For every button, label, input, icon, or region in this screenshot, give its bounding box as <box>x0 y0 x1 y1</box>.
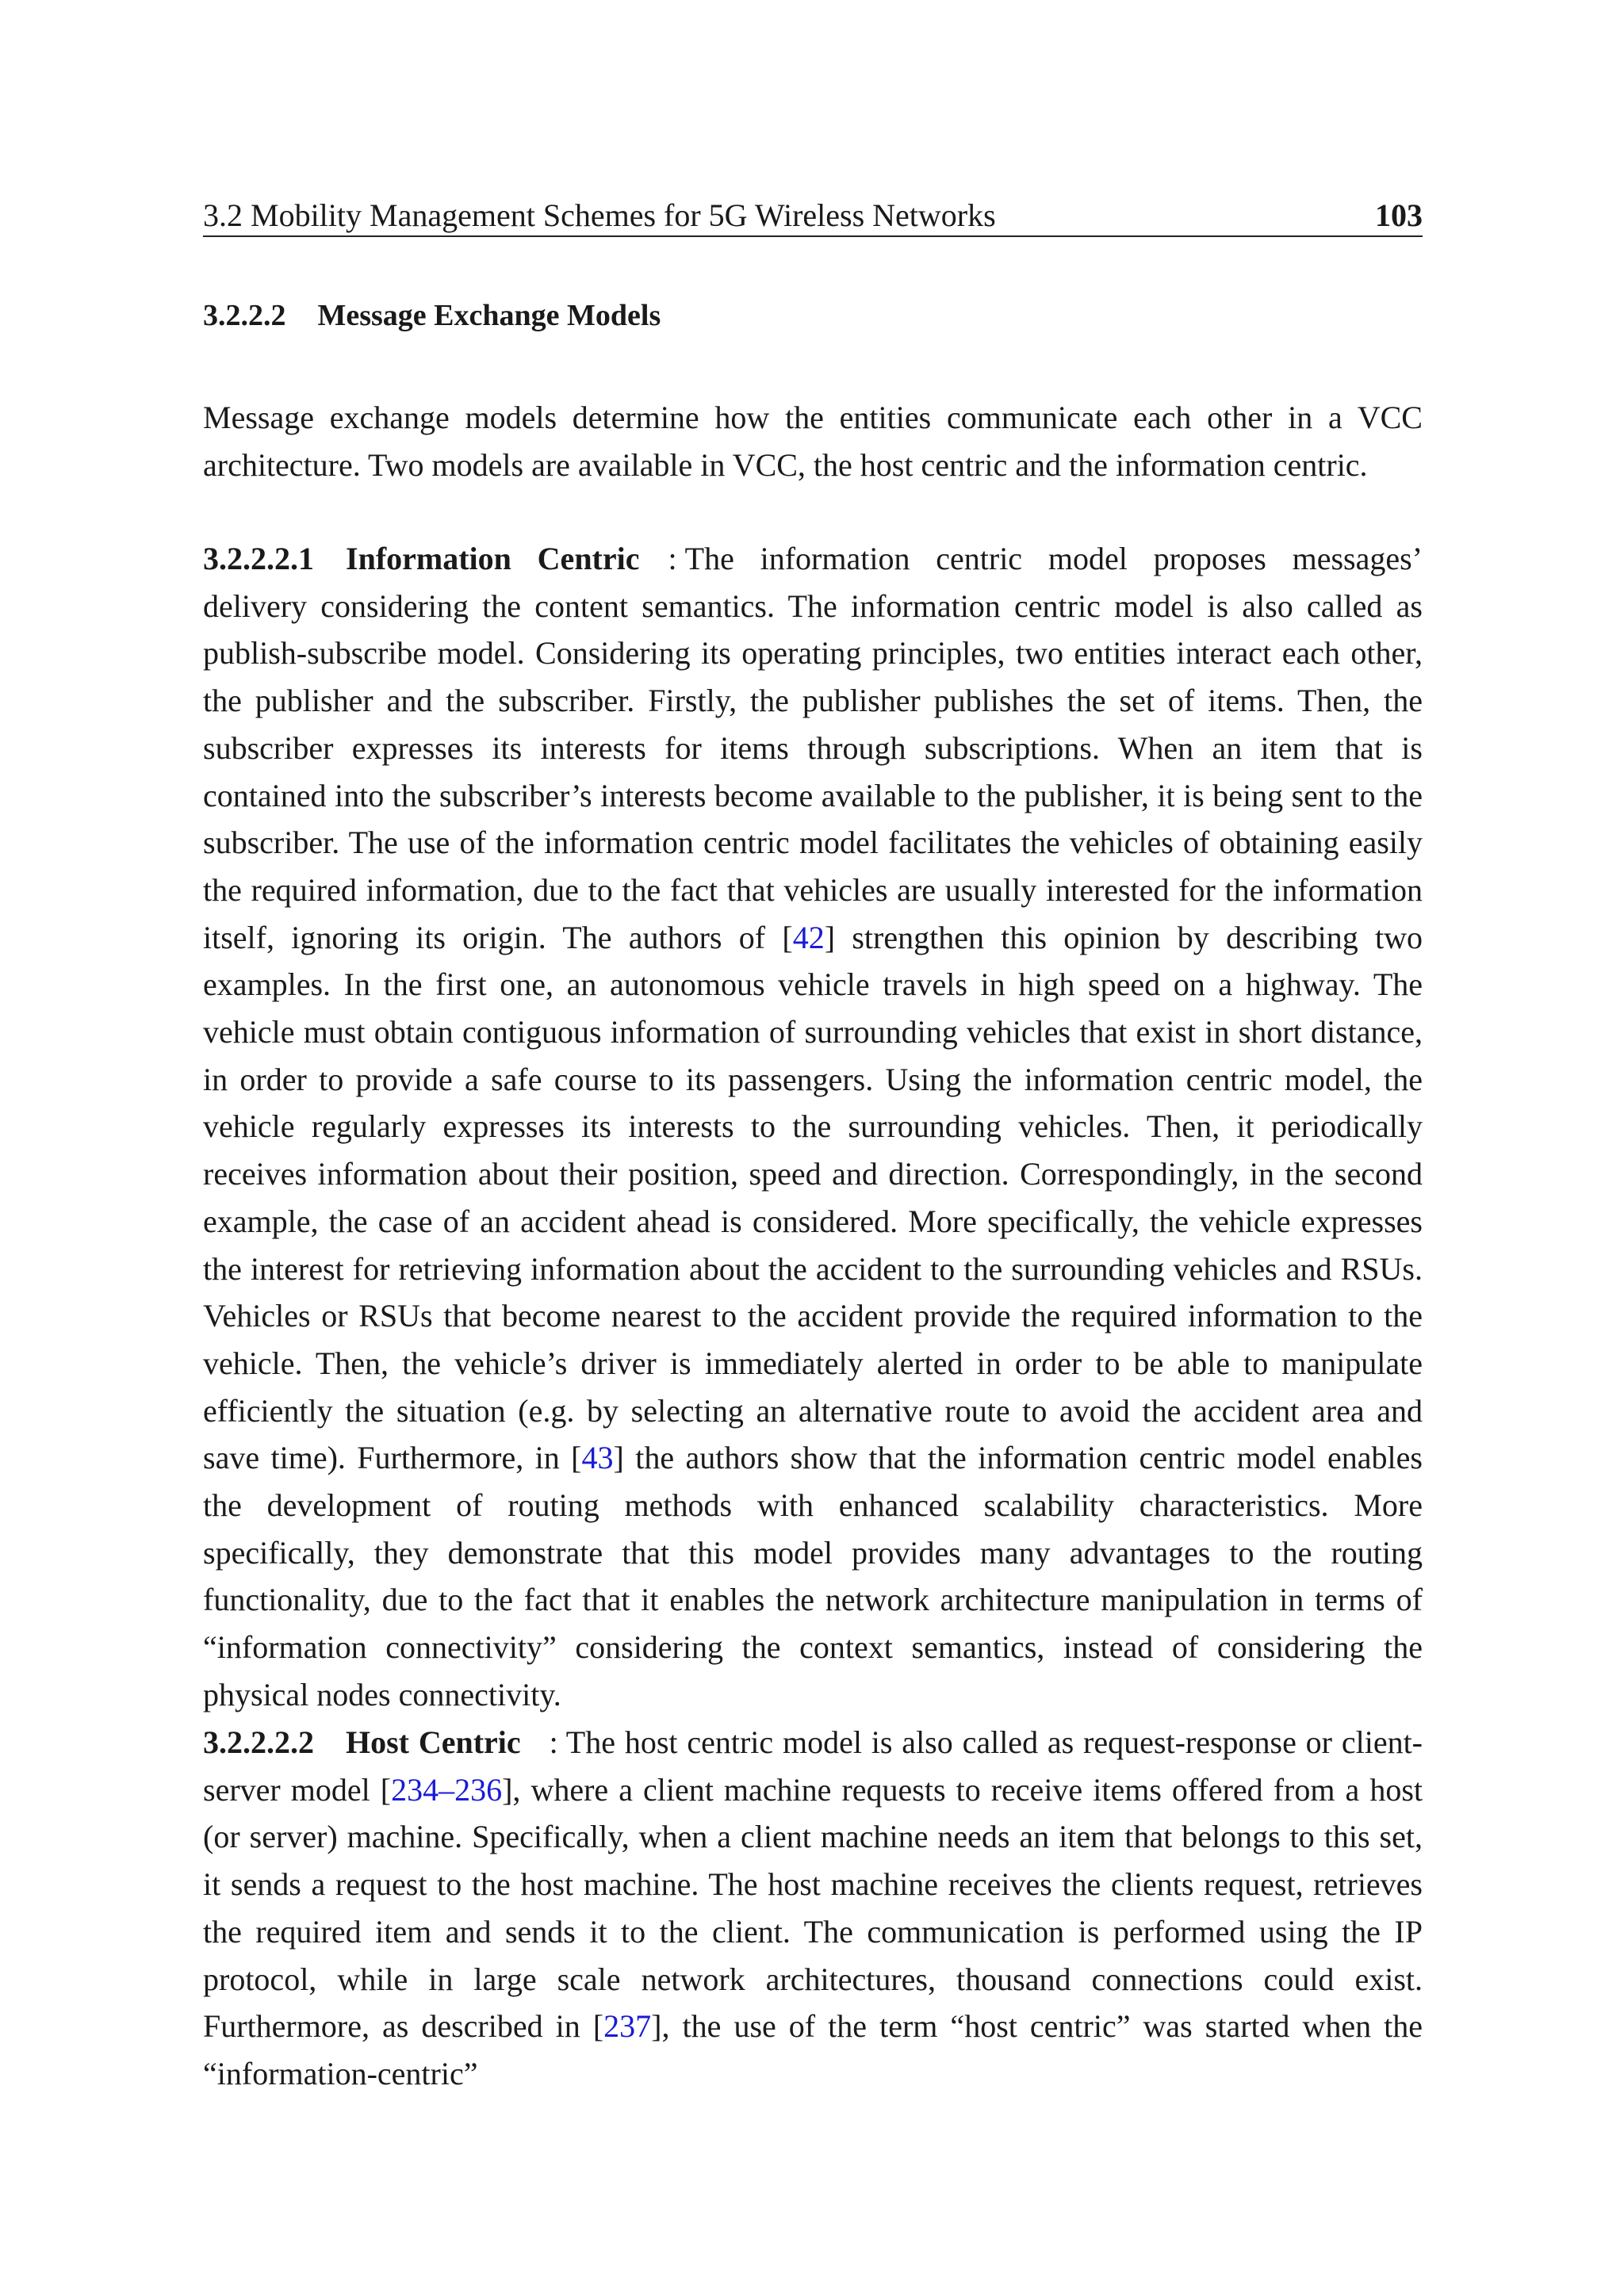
citation-link[interactable]: 237 <box>603 2008 652 2045</box>
host-centric-heading <box>203 1724 566 1760</box>
citation-link[interactable]: 234 <box>391 1771 439 1808</box>
host-centric-paragraph <box>203 1719 1423 2098</box>
paragraph-text: ] strengthen this opinion by describing two examples. In the first one, an autonomous vehicle travels in high speed on a highway. The vehicle must obtain contiguous information of surrounding vehicles that exist in short distance, in order to provide a safe course to its passengers. Using the information centric model, the vehicle regularly expresses its interests to the surrounding vehicles. Then, it periodically receives information about their position, speed and direction. Correspondingly, in the second example, the case of an accident ahead is considered. More specifically, the vehicle expresses the interest for retrieving information about the accident to the surrounding vehicles and RSUs. Vehicles or RSUs that become nearest to the accident provide the required information to the vehicle. Then, the vehicle’s driver is immediately alerted in order to be able to manipulate efficiently the situation (e.g. by selecting an alternative route to avoid the accident area and save time). Furthermore, in [ <box>203 919 1423 1476</box>
subsection-number: 3.2.2.2.1 <box>203 541 314 576</box>
information-centric-heading <box>203 541 685 576</box>
paragraph-text: ], where a client machine requests to receive items offered from a host (or server) machine. Specifically, when a client machine needs an item that belongs to this set, it sends a request to the host machine. The host machine receives the clients request, retrieves the required item and sends it to the client. The communication is performed using the IP protocol, while in large scale network architectures, thousand connections could exist. Furthermore, as described in [ <box>203 1771 1423 2045</box>
subsection-title: Information Centric <box>346 541 640 576</box>
subsection-title: Host Centric <box>346 1724 521 1760</box>
citation-link[interactable]: 236 <box>454 1771 503 1808</box>
citation-range-dash: – <box>439 1771 455 1808</box>
subsection-number: 3.2.2.2.2 <box>203 1724 314 1760</box>
paragraph-text: ] the authors show that the information centric model enables the development of routing methods with enhanced scalability characteristics. More specifically, they demonstrate that this model provides many advantages to the routing functionality, due to the fact that it enables the network architecture manipulation in terms of “information connectivity” considering the context semantics, instead of considering the physical nodes connectivity. <box>203 1440 1423 1712</box>
page <box>203 0 1423 2296</box>
information-centric-paragraph <box>203 535 1423 1719</box>
section-heading <box>203 293 661 338</box>
heading-separator: : <box>549 1724 558 1760</box>
running-title: 3.2 Mobility Management Schemes for 5G Wireless Networks <box>203 197 996 233</box>
running-header <box>203 196 1423 237</box>
paragraph-text: The information centric model proposes messages’ delivery considering the content semantics. The information centric model is also called as publish-subscribe model. Considering its operating principles, two entities interact each other, the publisher and the subscriber. Firstly, the publisher publishes the set of items. Then, the subscriber expresses its interests for items through subscriptions. When an item that is contained into the subscriber’s interests become available to the publisher, it is being sent to the subscriber. The use of the information centric model facilitates the vehicles of obtaining easily the required information, due to the fact that vehicles are usually interested for the information itself, ignoring its origin. The authors of [ <box>203 541 1423 955</box>
section-intro-paragraph: Message exchange models determine how the entities communicate each other in a VCC architecture. Two models are available in VCC, the host centric and the information centric. <box>203 400 1423 483</box>
paragraph-text: ], the use of the term “host centric” was started when the “information-centric” <box>203 2008 1423 2091</box>
section-title: Message Exchange Models <box>317 299 661 332</box>
heading-separator: : <box>668 541 677 576</box>
section-number: 3.2.2.2 <box>203 299 286 332</box>
paragraph-text: The host centric model is also called as request-response or client-server model [ <box>203 1724 1423 1808</box>
citation-link[interactable]: 43 <box>581 1440 614 1476</box>
citation-link[interactable]: 42 <box>792 919 825 955</box>
page-number: 103 <box>1375 197 1423 233</box>
